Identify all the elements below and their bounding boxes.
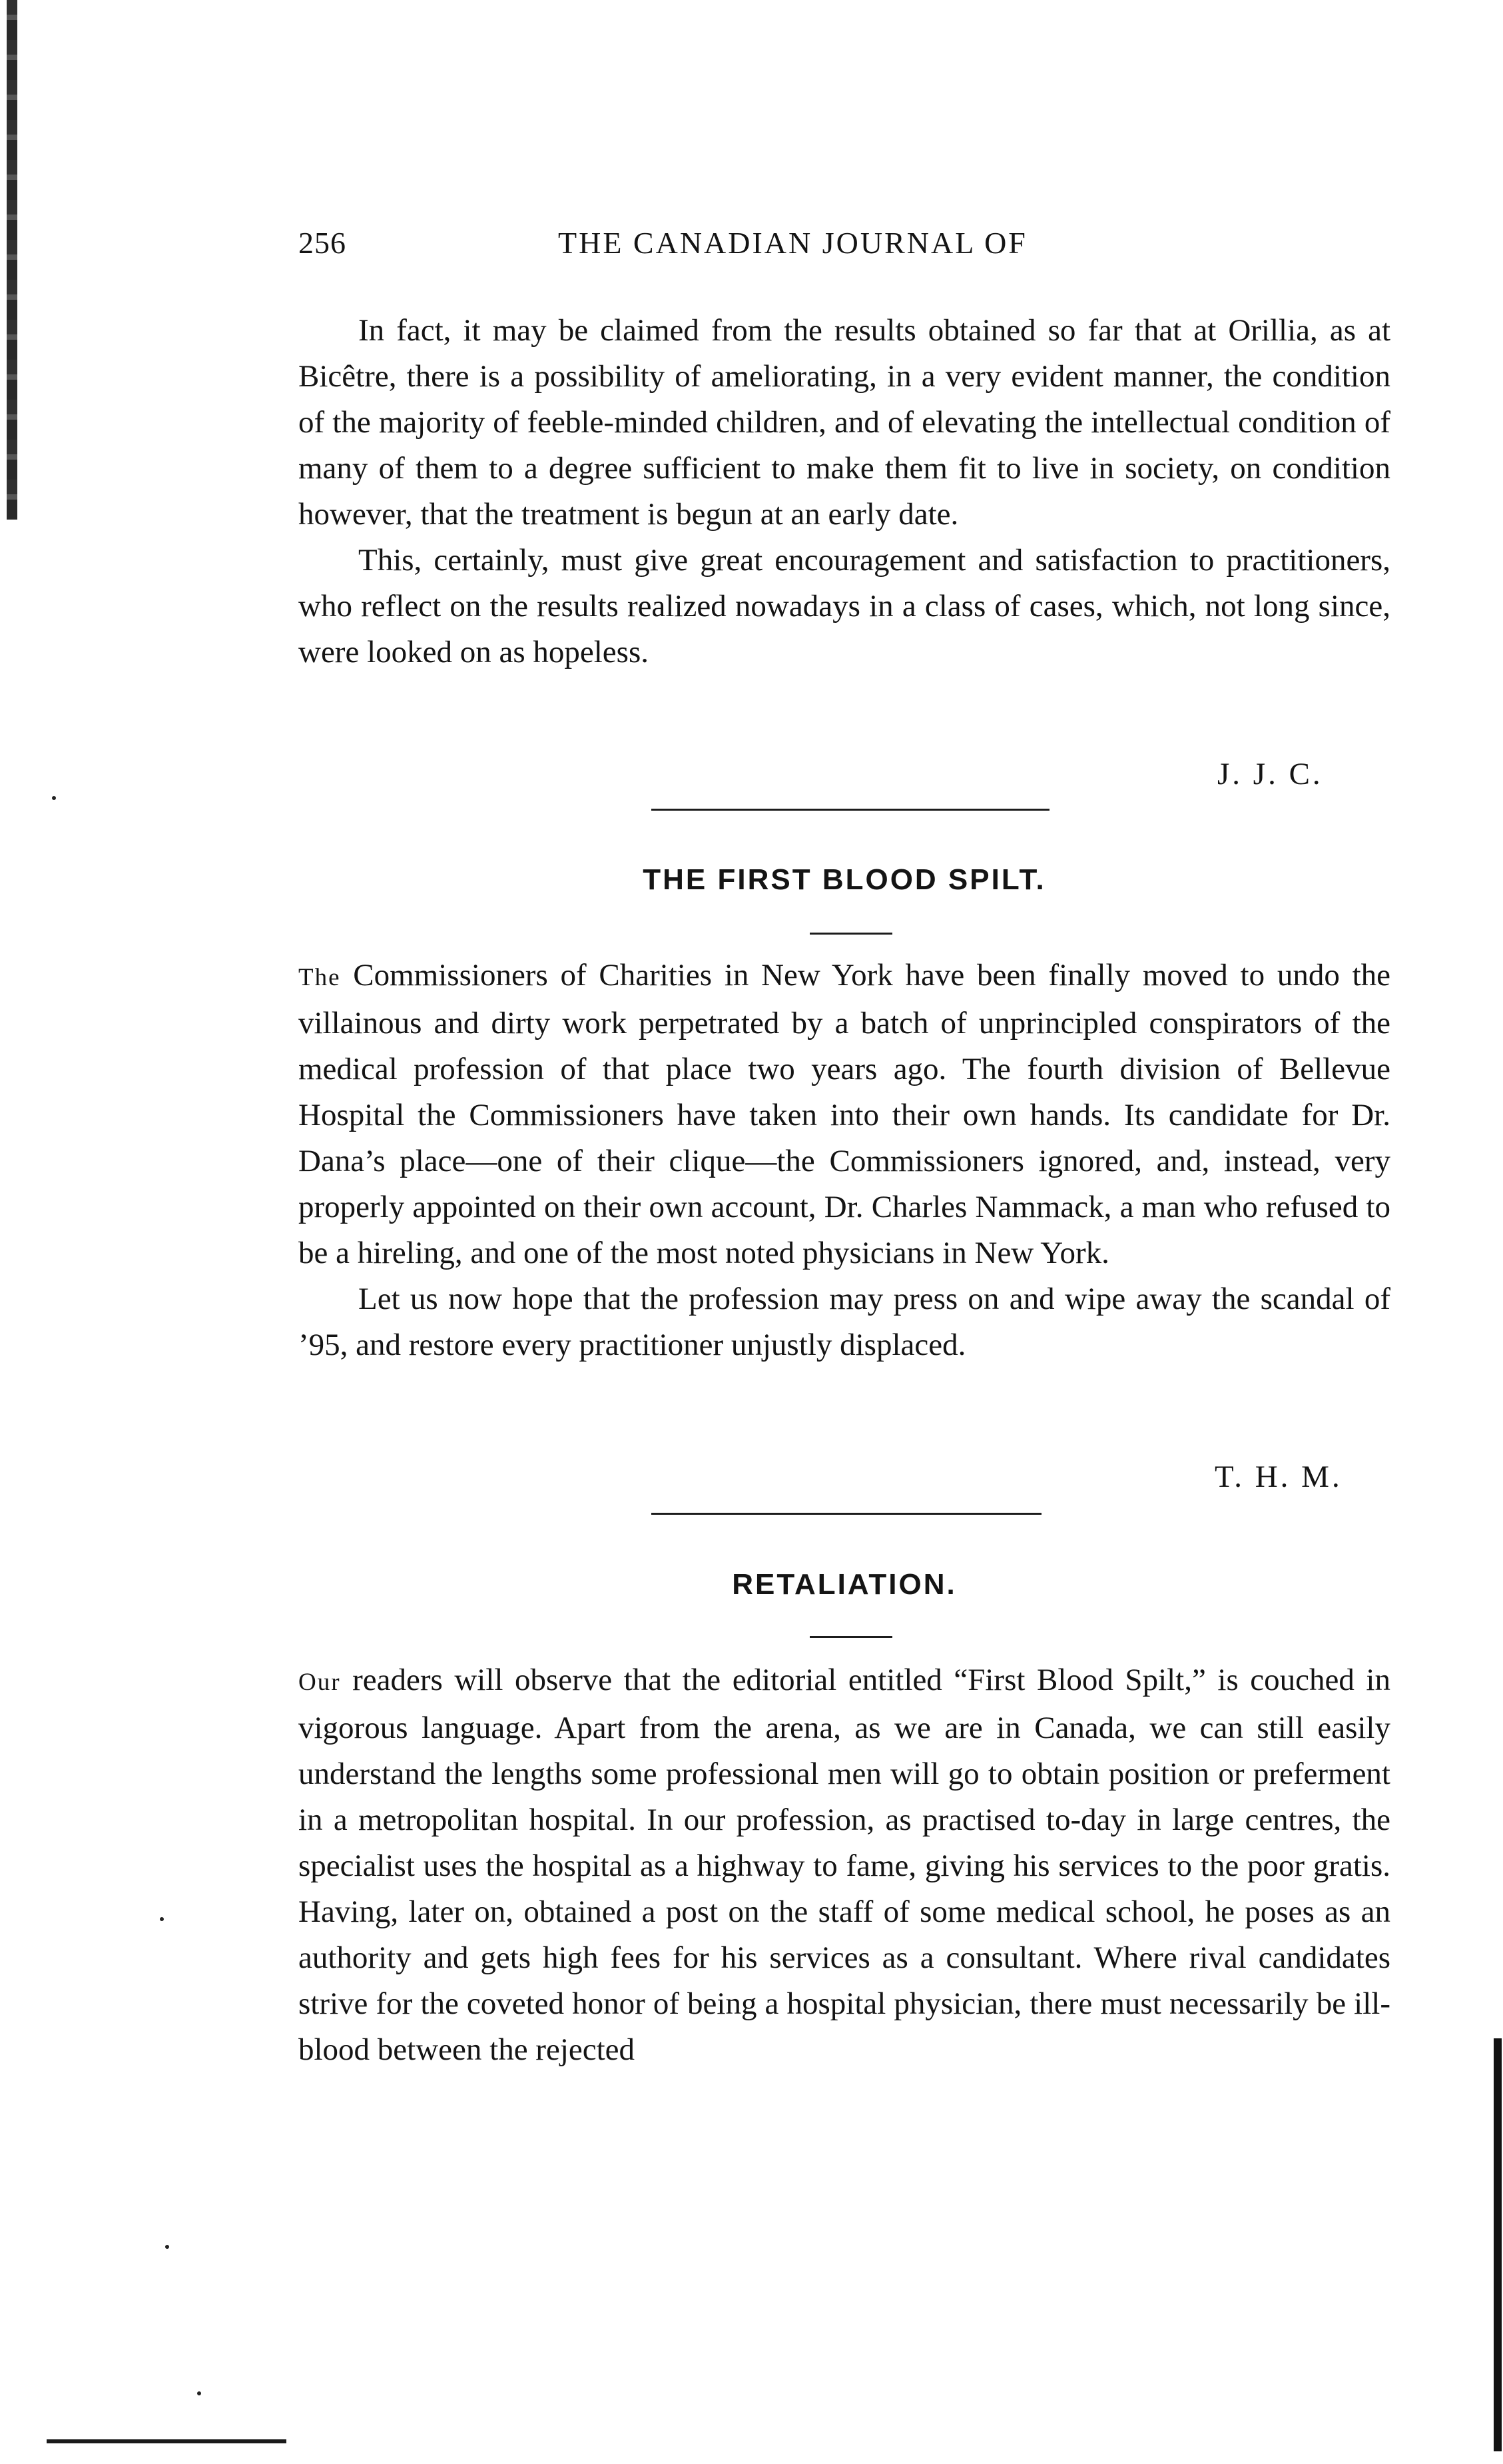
retaliation-article bbox=[298, 1657, 1390, 2073]
article-signature: T. H. M. bbox=[1215, 1459, 1343, 1494]
scan-speck bbox=[160, 1917, 164, 1921]
heading-underline bbox=[810, 1636, 892, 1638]
heading-underline bbox=[810, 933, 892, 935]
scan-speck bbox=[52, 796, 56, 800]
first-blood-article bbox=[298, 953, 1390, 1368]
section-divider bbox=[651, 809, 1050, 811]
article-paragraph: Let us now hope that the profession may press on and wipe away the scandal of ’95, and restore every practitioner unjustly displaced. bbox=[298, 1282, 1390, 1362]
section-divider bbox=[651, 1513, 1042, 1515]
intro-paragraph: In fact, it may be claimed from the results obtained so far that at Orillia, as at Bicêtre, there is a possibility of ameliorating, in a very evident manner, the condition of the majority of feeble-minded children, and of elevating the intellectual condition of many of them to a degree sufficient to make them fit to live in society, on condition however, that the treatment is begun at an early date. bbox=[298, 313, 1390, 532]
section-heading: THE FIRST BLOOD SPILT. bbox=[643, 863, 1046, 896]
intro-paragraph: This, certainly, must give great encouragement and satisfaction to practitioners, who reflect on the results realized nowadays in a class of cases, which, not long since, were looked on as hopeless. bbox=[298, 543, 1390, 669]
lead-word: Our bbox=[298, 1669, 341, 1696]
scan-speck bbox=[165, 2245, 169, 2249]
journal-title: THE CANADIAN JOURNAL OF bbox=[558, 226, 1028, 260]
intro-signature: J. J. C. bbox=[1217, 757, 1323, 791]
running-header bbox=[298, 225, 1390, 265]
scan-edge-artifact bbox=[7, 0, 17, 520]
paragraph-text: Commissioners of Charities in New York have been finally moved to undo the villainous and dirty work perpetrated by a batch of unprincipled conspirators of the medical profession of that place two years ago. The fourth division of Bellevue Hospital the Commissioners have taken into their own hands. Its candidate for Dr. Dana’s place—one of their clique—the Commissioners ignored, and, instead, very properly appointed on their own account, Dr. Charles Nammack, a man who refused to be a hireling, and one of the most noted physicians in New York. bbox=[298, 958, 1390, 1270]
section-heading: RETALIATION. bbox=[732, 1568, 957, 1601]
page-number: 256 bbox=[298, 226, 346, 260]
paragraph-text: readers will observe that the editorial entitled “First Blood Spilt,” is couched in vigorous language. Apart from the arena, as we are in Canada, we can still easily understand the lengths some professional men will go to obtain position or preferment in a metropolitan hospital. In our profession, as practised to-day in large centres, the specialist uses the hospital as a highway to fame, giving his services to the poor gratis. Having, later on, obtained a post on the staff of some medical school, he poses as an authority and gets high fees for his services as a consultant. Where rival candidates strive for the coveted honor of being a hospital physician, there must necessarily be ill-blood between the rejected bbox=[298, 1663, 1390, 2067]
intro-article bbox=[298, 308, 1390, 675]
scan-speck bbox=[197, 2391, 201, 2395]
scan-edge-artifact bbox=[1494, 2038, 1502, 2451]
article-paragraph bbox=[298, 953, 1390, 1276]
scan-edge-artifact bbox=[47, 2439, 286, 2443]
lead-word: The bbox=[298, 964, 341, 991]
article-paragraph bbox=[298, 1657, 1390, 2073]
